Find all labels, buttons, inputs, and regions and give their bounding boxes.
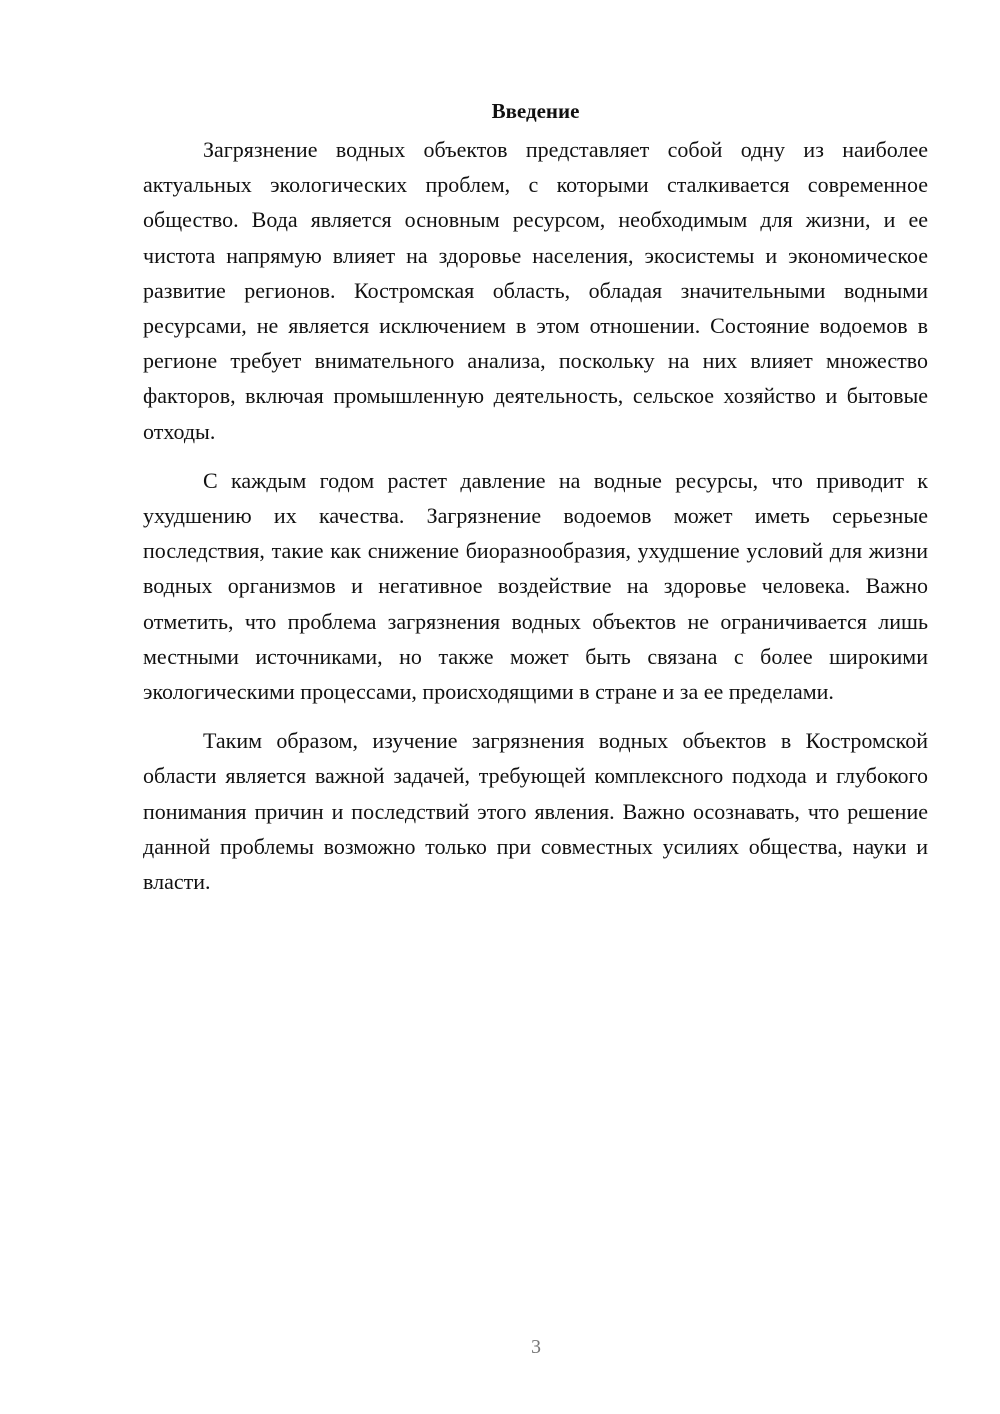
page-number: 3 <box>531 1336 541 1358</box>
paragraph-3: Таким образом, изучение загрязнения водных объектов в Костромской области является важной задачей, требующей комплексного подхода и глубокого понимания причин и последствий этого явления. Важно осознавать, что решение данной проблемы возможно только при совместных усилиях общества, науки и власти. <box>143 728 928 895</box>
section-heading: Введение <box>491 99 580 123</box>
paragraph-1: Загрязнение водных объектов представляет собой одну из наиболее актуальных экологических проблем, с которыми сталкивается современное общество. Вода является основным ресурсом, необходимым для жизни, и ее чистота напрямую влияет на здоровье населения, экосистемы и экономическое развитие регионов. Костромская область, обладая значительными водными ресурсами, не является исключением в этом отношении. Состояние водоемов в регионе требует внимательного анализа, поскольку на них влияет множество факторов, включая промышленную деятельность, сельское хозяйство и бытовые отходы. <box>143 137 928 444</box>
paragraph-2: С каждым годом растет давление на водные ресурсы, что приводит к ухудшению их качества. Загрязнение водоемов может иметь серьезные последствия, такие как снижение биоразнообразия, ухудшение условий для жизни водных организмов и негативное воздействие на здоровье человека. Важно отметить, что проблема загрязнения водных объектов не ограничивается лишь местными источниками, но также может быть связана с более широкими экологическими процессами, происходящими в стране и за ее пределами. <box>143 467 928 705</box>
page-content <box>143 96 928 913</box>
